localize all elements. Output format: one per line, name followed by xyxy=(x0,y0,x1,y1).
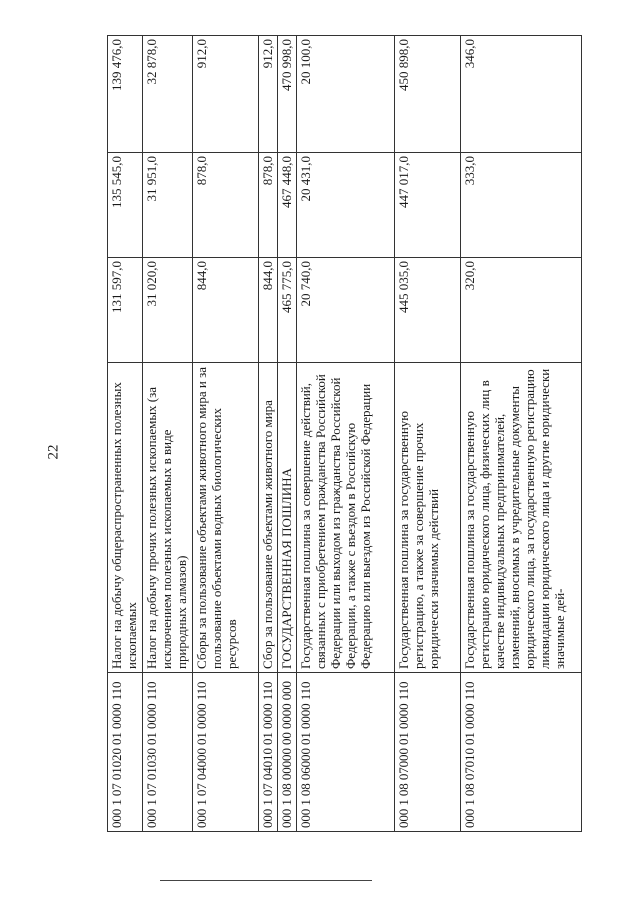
amount-year-1-cell: 844,0 xyxy=(259,258,278,363)
amount-year-2-cell: 31 951,0 xyxy=(143,153,193,258)
classification-code-cell: 000 1 08 00000 00 0000 000 xyxy=(278,673,297,832)
table-row xyxy=(278,36,297,832)
revenue-name-cell: Государственная пошлина за совершение действий, связанных с приобретением гражданства Российской Федерации или выходом из гражданства Российской Федерации, а также с въездом в Российскую Федерацию или выездом из Российской Федерации xyxy=(297,363,395,673)
page-number: 22 xyxy=(45,444,62,460)
revenue-name-cell: Налог на добычу прочих полезных ископаемых (за исключением полезных ископаемых в виде природных алмазов) xyxy=(143,363,193,673)
revenue-name-cell: Сбор за пользование объектами животного мира xyxy=(259,363,278,673)
classification-code-cell: 000 1 08 06000 01 0000 110 xyxy=(297,673,395,832)
classification-code-cell: 000 1 07 01020 01 0000 110 xyxy=(108,673,143,832)
amount-year-2-cell: 447 017,0 xyxy=(395,153,461,258)
amount-year-2-cell: 467 448,0 xyxy=(278,153,297,258)
amount-year-1-cell: 20 740,0 xyxy=(297,258,395,363)
table-row xyxy=(193,36,259,832)
table-row xyxy=(297,36,395,832)
amount-year-3-cell: 912,0 xyxy=(193,36,259,153)
table-row xyxy=(461,36,582,832)
revenue-name-cell: Сборы за пользование объектами животного мира и за пользование объектами водных биологических ресурсов xyxy=(193,363,259,673)
amount-year-2-cell: 20 431,0 xyxy=(297,153,395,258)
amount-year-3-cell: 32 878,0 xyxy=(143,36,193,153)
amount-year-2-cell: 878,0 xyxy=(193,153,259,258)
revenue-name-cell: Государственная пошлина за государственную регистрацию юридического лица, физических лиц в качестве индивидуальных предпринимателей, изменений, вносимых в учредительные документы юридического лица, за государственную регистрацию ликвидации юридического лица и другие юридически значимые дей- xyxy=(461,363,582,673)
amount-year-1-cell: 320,0 xyxy=(461,258,582,363)
amount-year-1-cell: 131 597,0 xyxy=(108,258,143,363)
amount-year-1-cell: 445 035,0 xyxy=(395,258,461,363)
amount-year-1-cell: 465 775,0 xyxy=(278,258,297,363)
footnote-divider xyxy=(160,880,372,881)
classification-code-cell: 000 1 07 01030 01 0000 110 xyxy=(143,673,193,832)
table-row xyxy=(395,36,461,832)
amount-year-3-cell: 450 898,0 xyxy=(395,36,461,153)
classification-code-cell: 000 1 08 07010 01 0000 110 xyxy=(461,673,582,832)
amount-year-2-cell: 135 545,0 xyxy=(108,153,143,258)
revenue-name-cell: ГОСУДАРСТВЕННАЯ ПОШЛИНА xyxy=(278,363,297,673)
classification-code-cell: 000 1 08 07000 01 0000 110 xyxy=(395,673,461,832)
amount-year-1-cell: 844,0 xyxy=(193,258,259,363)
classification-code-cell: 000 1 07 04000 01 0000 110 xyxy=(193,673,259,832)
amount-year-3-cell: 20 100,0 xyxy=(297,36,395,153)
amount-year-1-cell: 31 020,0 xyxy=(143,258,193,363)
budget-revenue-table xyxy=(107,35,582,832)
amount-year-3-cell: 470 998,0 xyxy=(278,36,297,153)
table-row xyxy=(108,36,143,832)
amount-year-3-cell: 912,0 xyxy=(259,36,278,153)
revenue-name-cell: Государственная пошлина за государственную регистрацию, а также за совершение прочих юридически значимых действий xyxy=(395,363,461,673)
amount-year-3-cell: 139 476,0 xyxy=(108,36,143,153)
amount-year-2-cell: 878,0 xyxy=(259,153,278,258)
table-row xyxy=(143,36,193,832)
rotated-page-content xyxy=(107,39,600,832)
amount-year-2-cell: 333,0 xyxy=(461,153,582,258)
table-row xyxy=(259,36,278,832)
revenue-name-cell: Налог на добычу общераспространенных полезных ископаемых xyxy=(108,363,143,673)
amount-year-3-cell: 346,0 xyxy=(461,36,582,153)
classification-code-cell: 000 1 07 04010 01 0000 110 xyxy=(259,673,278,832)
